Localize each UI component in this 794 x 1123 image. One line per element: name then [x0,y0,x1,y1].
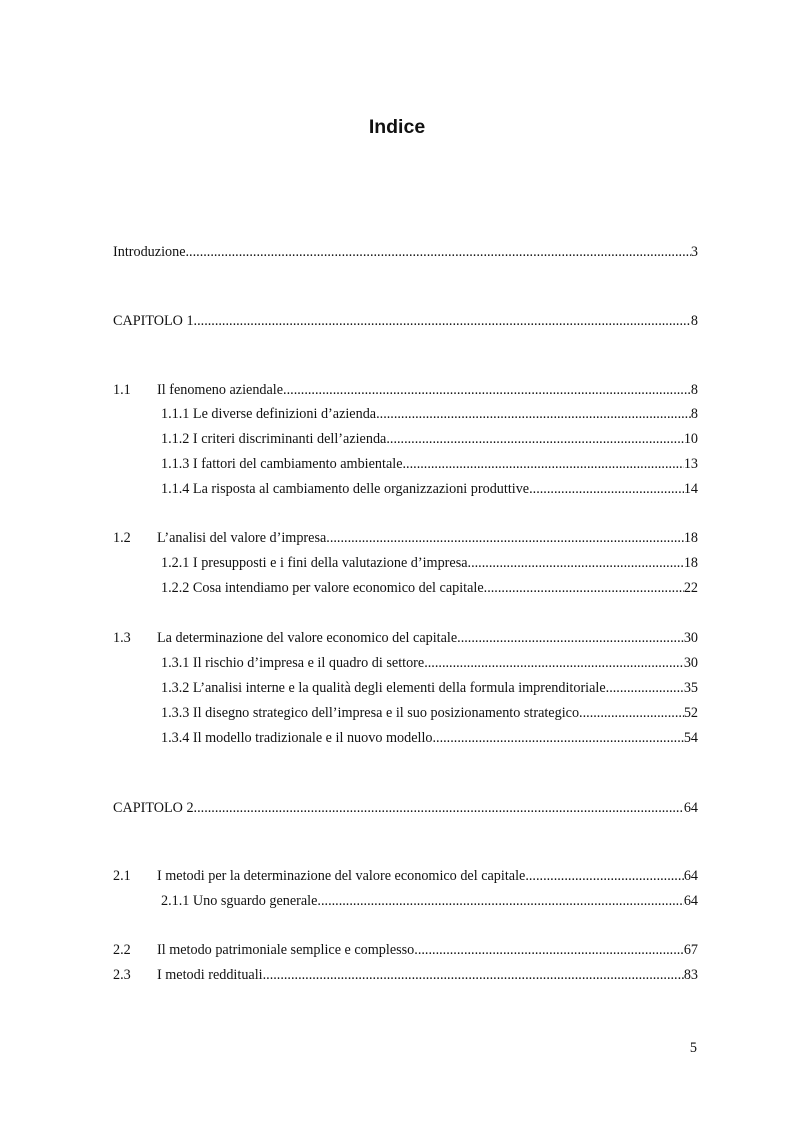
leader-dots [529,479,684,499]
toc-entry-1-1-4[interactable] [161,479,698,499]
toc-page: 30 [683,655,698,671]
toc-page: 64 [683,893,698,909]
toc-page: 8 [690,313,698,329]
section-number: 2.3 [113,967,131,983]
toc-label: 1.1.1 Le diverse definizioni d’azienda [161,406,377,422]
toc-entry-1-3-1[interactable] [161,653,698,673]
toc-label: CAPITOLO 1 [113,313,194,329]
leader-dots [525,866,683,886]
toc-page: 35 [683,680,698,696]
leader-dots [606,678,684,698]
toc-label: Il metodo patrimoniale semplice e complesso [157,942,415,958]
toc-entry-1-1[interactable] [113,380,698,400]
section-number: 1.3 [113,630,131,646]
toc-entry-2-1-1[interactable] [161,891,698,911]
leader-dots [194,311,691,331]
leader-dots [186,242,691,262]
leader-dots [403,454,684,474]
toc-entry-1-3-2[interactable] [161,678,698,698]
toc-label: 2.1.1 Uno sguardo generale [161,893,318,909]
toc-page: 67 [683,942,698,958]
toc-page: 30 [683,630,698,646]
leader-dots [579,703,684,723]
toc-label: 1.1.4 La risposta al cambiamento delle organizzazioni produttive [161,481,530,497]
toc-label: 1.3.1 Il rischio d’impresa e il quadro di settore [161,655,425,671]
leader-dots [484,578,684,598]
leader-dots [194,798,684,818]
toc-entry-1-1-2[interactable] [161,429,698,449]
leader-dots [414,940,684,960]
toc-entry-1-3-3[interactable] [161,703,698,723]
toc-entry-1-3-4[interactable] [161,728,698,748]
section-number: 1.1 [113,382,131,398]
toc-entry-1-2[interactable] [113,528,698,548]
leader-dots [376,404,691,424]
toc-page: 18 [683,555,698,571]
toc-label: CAPITOLO 2 [113,800,194,816]
toc-entry-2-2[interactable] [113,940,698,960]
toc-page: 52 [683,705,698,721]
toc-entry-1-2-1[interactable] [161,553,698,573]
toc-page: 64 [683,868,698,884]
toc-page: 54 [683,730,698,746]
toc-entry-1-1-1[interactable] [161,404,698,424]
leader-dots [283,380,691,400]
toc-entry-1-3[interactable] [113,628,698,648]
toc-label: 1.2.2 Cosa intendiamo per valore economico del capitale [161,580,484,596]
toc-page: 3 [690,244,698,260]
toc-label: 1.1.2 I criteri discriminanti dell’azienda [161,431,387,447]
toc-page: 8 [690,406,698,422]
toc-entry-capitolo-2[interactable] [113,798,698,818]
leader-dots [457,628,684,648]
toc-page: 64 [683,800,698,816]
leader-dots [432,728,683,748]
leader-dots [424,653,684,673]
leader-dots [263,965,684,985]
toc-label: 1.3.3 Il disegno strategico dell’impresa e il suo posizionamento strategico [161,705,580,721]
toc-label: 1.3.4 Il modello tradizionale e il nuovo modello [161,730,433,746]
toc-label: L’analisi del valore d’impresa [157,530,327,546]
toc-page: 10 [683,431,698,447]
toc-label: I metodi per la determinazione del valore economico del capitale [157,868,526,884]
toc-page: 18 [683,530,698,546]
toc-label: Il fenomeno aziendale [157,382,284,398]
toc-label: Introduzione [113,244,186,260]
toc-entry-1-1-3[interactable] [161,454,698,474]
toc-label: 1.2.1 I presupposti e i fini della valutazione d’impresa [161,555,468,571]
toc-label: La determinazione del valore economico del capitale [157,630,458,646]
section-number: 1.2 [113,530,131,546]
leader-dots [317,891,683,911]
toc-page: 22 [683,580,698,596]
toc-entry-capitolo-1[interactable] [113,311,698,331]
page-number: 5 [689,1040,697,1056]
leader-dots [468,553,684,573]
leader-dots [386,429,683,449]
toc-label: 1.3.2 L’analisi interne e la qualità degli elementi della formula imprenditoriale [161,680,606,696]
toc-entry-2-1[interactable] [113,866,698,886]
toc-page: 13 [683,456,698,472]
page-title: Indice [368,116,426,138]
toc-page: 8 [690,382,698,398]
section-number: 2.2 [113,942,131,958]
section-number: 2.1 [113,868,131,884]
toc-entry-2-3[interactable] [113,965,698,985]
toc-entry-1-2-2[interactable] [161,578,698,598]
toc-page: 14 [683,481,698,497]
toc-entry-introduzione[interactable] [113,242,698,262]
leader-dots [326,528,684,548]
toc-label: 1.1.3 I fattori del cambiamento ambientale [161,456,403,472]
toc-label: I metodi reddituali [157,967,263,983]
toc-page: 83 [683,967,698,983]
